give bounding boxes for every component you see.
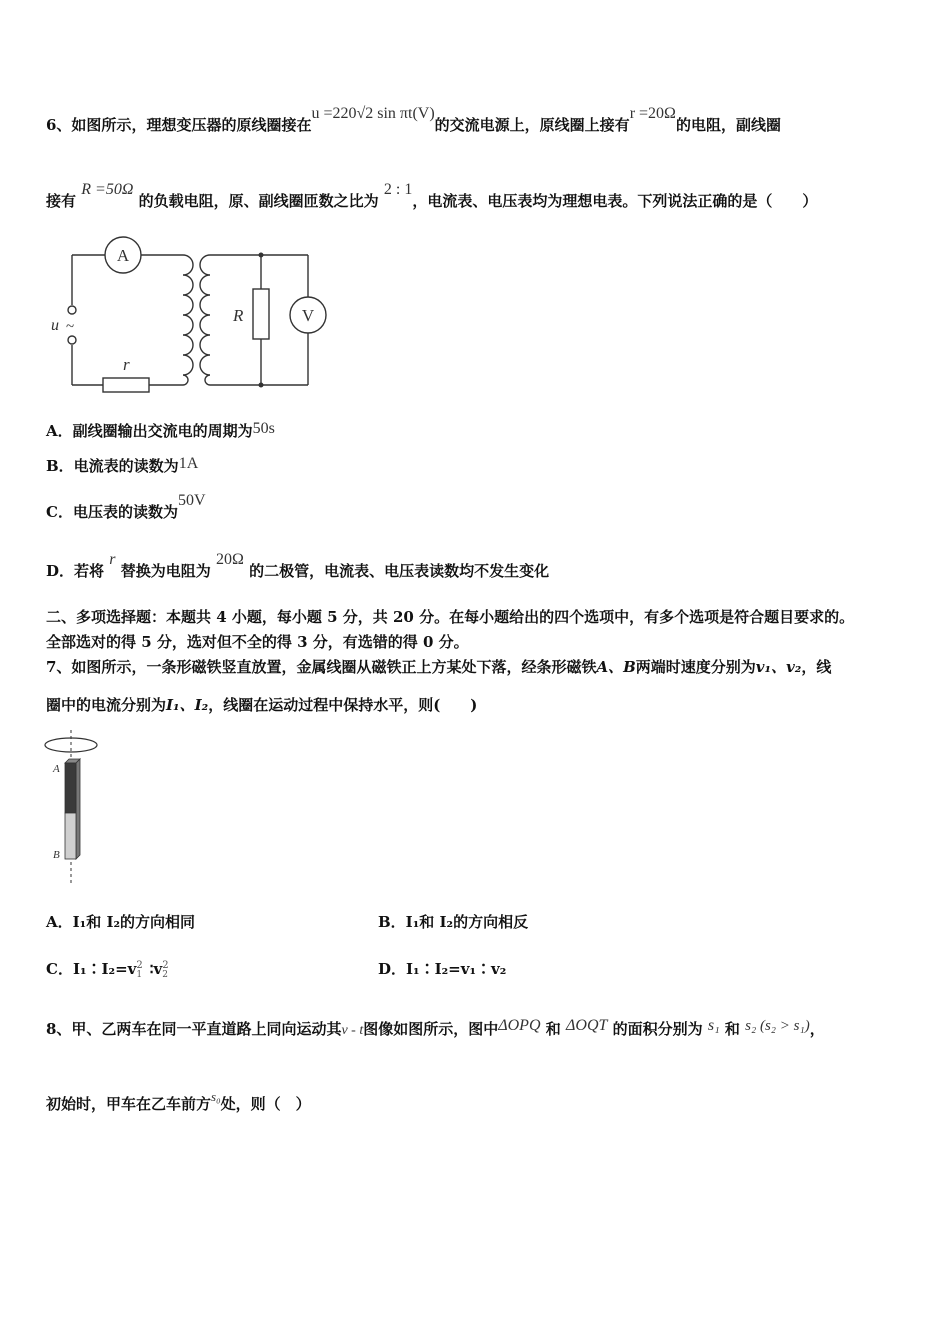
- exponent: 2: [136, 960, 143, 971]
- option-label: C．I₁∶I₂=v: [46, 960, 137, 978]
- q6-text: ，电流表、电压表均为理想电表。下列说法正确的是（ ）: [412, 192, 818, 210]
- q7-option-d: D．I₁∶I₂=v₁∶v₂: [378, 960, 507, 978]
- section-heading: 二、多项选择题：本题共 4 小题，每小题 5 分，共 20 分。在每小题给出的四个选项中，有多个选项是符合题目要求的。: [46, 608, 855, 626]
- q6-option-a: [46, 420, 275, 441]
- q8-triangle-oqt: ΔOQT: [566, 1017, 608, 1034]
- q7-text: ，线圈在运动过程中保持水平，则( ): [208, 696, 478, 714]
- q8-text: 和: [545, 1020, 561, 1038]
- section-scoring: 全部选对的得 5 分，选对但不全的得 3 分，有选错的得 0 分。: [46, 633, 469, 651]
- q8-s2: s₂ (s₂ > s₁): [745, 1018, 810, 1034]
- option-value: 50s: [252, 420, 275, 437]
- q7-velocities: v₁、v₂: [755, 658, 802, 676]
- ammeter-label: A: [116, 246, 130, 265]
- q8-s0: s₀: [211, 1089, 221, 1104]
- resistor-R-label: R: [233, 306, 244, 325]
- q6-eq-ratio: 2 : 1: [383, 181, 413, 198]
- q7-ends: A、B: [596, 658, 636, 676]
- q8-triangle-opq: ΔOPQ: [498, 1017, 541, 1034]
- subscript: 1: [136, 970, 143, 980]
- option-value: 1A: [178, 455, 199, 472]
- option-label: B．电流表的读数为: [46, 457, 179, 475]
- q8-text: 图像如图所示，图中: [363, 1020, 499, 1038]
- q8-line2: [46, 1089, 311, 1114]
- q8-text: 和: [724, 1020, 740, 1038]
- option-label: C．电压表的读数为: [46, 503, 178, 521]
- q8-text: 处，则（ ）: [220, 1095, 311, 1113]
- option-label: D．若将: [46, 562, 105, 580]
- transformer-circuit-figure: [45, 233, 365, 403]
- option-text: 的二极管，电流表、电压表读数均不发生变化: [249, 562, 550, 580]
- q7-currents: I₁、I₂: [166, 696, 209, 714]
- q8-text: 8、甲、乙两车在同一平直道路上同向运动其: [46, 1020, 342, 1038]
- magnet-coil-figure: [40, 730, 110, 890]
- q7-line2: [46, 694, 477, 715]
- option-value: r: [109, 551, 116, 568]
- q8-text: ，: [809, 1020, 825, 1038]
- q6-option-d: [46, 551, 550, 581]
- magnet-end-b-label: B: [53, 849, 60, 861]
- q7-option-c: [46, 958, 170, 979]
- q8-text: 初始时，甲车在乙车前方: [46, 1095, 212, 1113]
- q6-option-b: [46, 455, 198, 476]
- q6-line1: [46, 105, 781, 135]
- q6-option-c: [46, 492, 206, 522]
- q7-text: 两端时速度分别为: [635, 658, 756, 676]
- magnet-end-a-label: A: [53, 763, 60, 775]
- option-value: 50V: [177, 492, 206, 509]
- resistor-r-label: r: [123, 355, 130, 374]
- exponent: 2: [162, 960, 169, 971]
- subscript: 2: [162, 970, 168, 980]
- option-value: 20Ω: [215, 551, 244, 568]
- option-label: A．副线圈输出交流电的周期为: [46, 422, 253, 440]
- ac-tilde-label: ~: [66, 319, 75, 335]
- q8-s1: s₁: [707, 1017, 720, 1034]
- q6-eq-source: u =220√2 sin πt(V): [311, 105, 435, 122]
- source-u-label: u: [51, 317, 59, 334]
- q7-text: ，线: [801, 658, 832, 676]
- q6-text: 接有: [46, 192, 77, 210]
- q6-eq-r: r =20Ω: [629, 105, 676, 122]
- q8-line1: [46, 1018, 825, 1039]
- q7-text: 7、如图所示，一条形磁铁竖直放置，金属线圈从磁铁正上方某处下落，经条形磁铁: [46, 658, 597, 676]
- q6-text: 6、如图所示，理想变压器的原线圈接在: [46, 116, 312, 134]
- q6-text: 的电阻，副线圈: [675, 116, 781, 134]
- q6-text: 的交流电源上，原线圈上接有: [434, 116, 630, 134]
- voltmeter-label: V: [301, 306, 315, 325]
- option-text: 替换为电阻为: [120, 562, 211, 580]
- q6-line2: [46, 181, 818, 211]
- q7-line1: [46, 656, 831, 677]
- q6-text: 的负载电阻，原、副线圈匝数之比为: [138, 192, 379, 210]
- q8-text: 的面积分别为: [612, 1020, 703, 1038]
- q7-option-a: A．I₁和 I₂的方向相同: [46, 913, 196, 931]
- q6-eq-R: R =50Ω: [81, 181, 134, 198]
- option-text: ∶v: [149, 960, 163, 978]
- q7-text: 圈中的电流分别为: [46, 696, 167, 714]
- q8-vt: v - t: [341, 1023, 364, 1038]
- q7-option-b: B．I₁和 I₂的方向相反: [378, 913, 529, 931]
